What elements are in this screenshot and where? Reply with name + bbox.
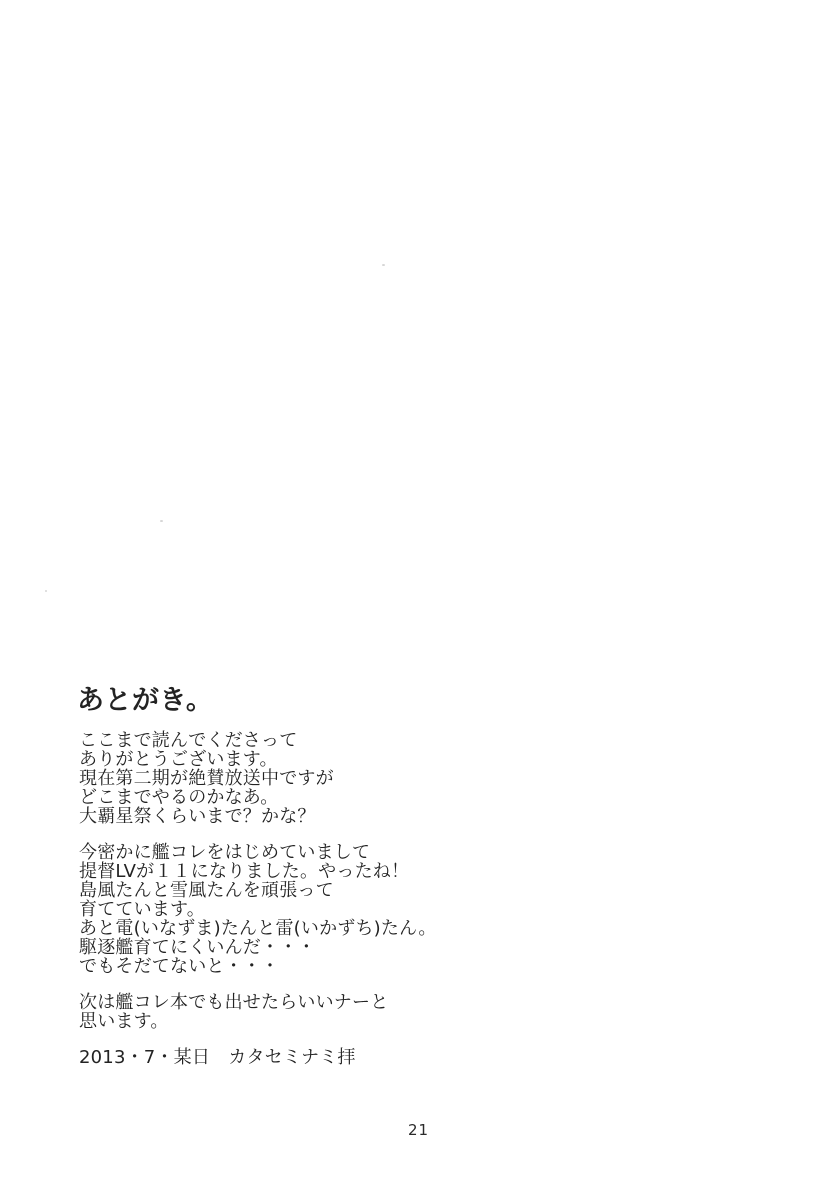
text-line: 島風たんと雪風たんを頑張って <box>79 880 334 901</box>
paragraph-thanks <box>79 731 437 826</box>
text-line: ありがとうございます。 <box>79 749 278 770</box>
text-line: 次は艦コレ本でも出せたらいいナーと <box>79 992 389 1013</box>
text-line: 提督LVが１１になりました。やったね！ <box>79 861 410 882</box>
scan-dust-speck <box>45 590 47 592</box>
text-line: 現在第二期が絶賛放送中ですが <box>79 768 334 789</box>
text-line: 大覇星祭くらいまで？かな？ <box>79 806 316 827</box>
page-number: 21 <box>407 1121 430 1139</box>
text-line: どこまでやるのかなあ。 <box>79 787 279 808</box>
text-line: 思います。 <box>79 1011 169 1032</box>
text-line: でもそだてないと・・・ <box>79 956 280 977</box>
afterword-body <box>79 731 437 1084</box>
text-line: 今密かに艦コレをはじめていまして <box>79 842 371 863</box>
scan-dust-speck <box>160 520 163 522</box>
paragraph-next-book <box>79 993 437 1031</box>
text-line: ここまで読んでくださって <box>79 730 298 751</box>
scan-dust-speck <box>382 264 385 266</box>
afterword-title: あとがき。 <box>77 685 214 716</box>
paragraph-kancolle <box>79 843 437 976</box>
paragraph-signature <box>79 1048 437 1067</box>
text-line: あと電(いなずま)たんと雷(いかずち)たん。 <box>79 918 437 939</box>
text-line: 育てています。 <box>79 899 205 920</box>
signature-line: 2013・7・某日 カタセミナミ拝 <box>79 1047 356 1068</box>
text-line: 駆逐艦育てにくいんだ・・・ <box>79 937 316 958</box>
